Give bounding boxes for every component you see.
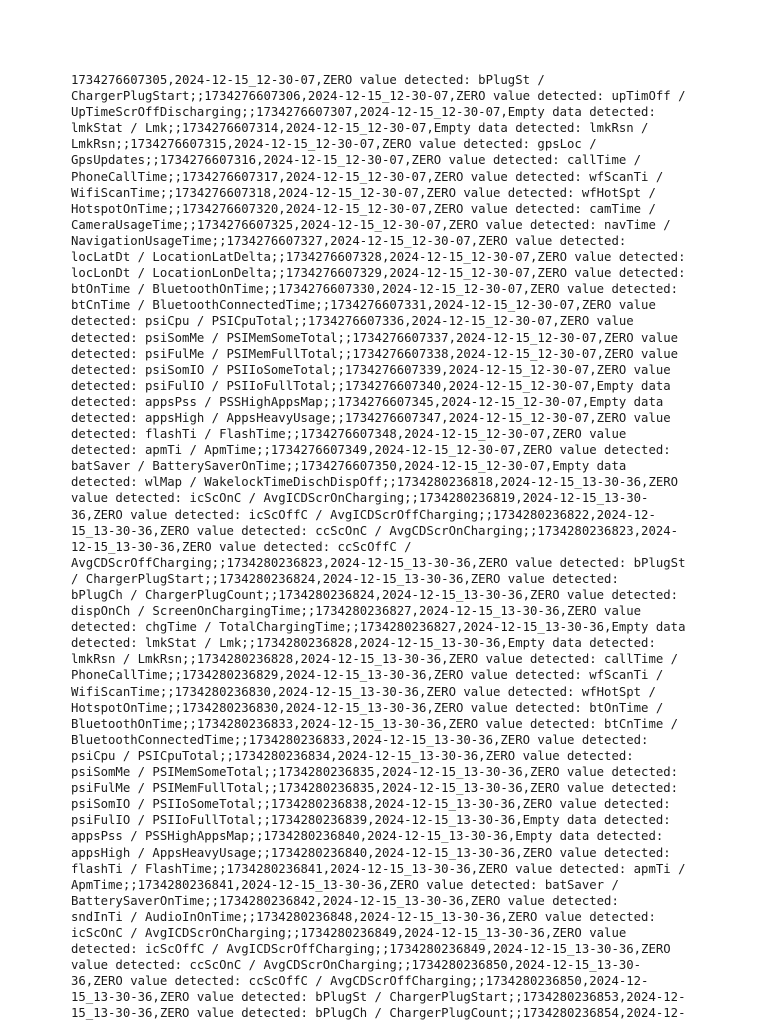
log-line: locLatDt / LocationLatDelta;;1734276607328,2024-12-15_12-30-07,ZERO value detected: — [71, 250, 686, 265]
log-line: detected: psiFulIO / PSIIoFullTotal;;1734276607340,2024-12-15_12-30-07,Empty data — [71, 378, 671, 393]
log-line: GpsUpdates;;1734276607316,2024-12-15_12-30-07,ZERO value detected: callTime / — [71, 153, 642, 168]
log-line: psiFulIO / PSIIoFullTotal;;1734280236839,2024-12-15_13-30-36,Empty data detected: — [71, 813, 671, 828]
log-line: / ChargerPlugStart;;1734280236824,2024-12-15_13-30-36,ZERO value detected: — [71, 571, 619, 586]
log-line: ChargerPlugStart;;1734276607306,2024-12-15_12-30-07,ZERO value detected: upTimOff / — [71, 89, 686, 104]
log-line: 36,ZERO value detected: icScOffC / AvgICDScrOffCharging;;1734280236822,2024-12- — [71, 507, 656, 522]
log-line: ApmTime;;1734280236841,2024-12-15_13-30-36,ZERO value detected: batSaver / — [71, 877, 619, 892]
log-line: PhoneCallTime;;1734280236829,2024-12-15_13-30-36,ZERO value detected: wfScanTi / — [71, 668, 664, 683]
log-line: value detected: ccScOnC / AvgCDScrOnCharging;;1734280236850,2024-12-15_13-30- — [71, 958, 642, 973]
log-line: 15_13-30-36,ZERO value detected: bPlugSt / ChargerPlugStart;;1734280236853,2024-12- — [71, 990, 686, 1005]
log-line: appsPss / PSSHighAppsMap;;1734280236840,2024-12-15_13-30-36,Empty data detected: — [71, 829, 664, 844]
log-line: detected: psiFulMe / PSIMemFullTotal;;1734276607338,2024-12-15_12-30-07,ZERO value — [71, 346, 679, 361]
log-text-block — [71, 72, 701, 1022]
log-line: btOnTime / BluetoothOnTime;;1734276607330,2024-12-15_12-30-07,ZERO value detected: — [71, 282, 679, 297]
log-line: detected: psiSomIO / PSIIoSomeTotal;;1734276607339,2024-12-15_12-30-07,ZERO value — [71, 362, 671, 377]
log-line: WifiScanTime;;1734276607318,2024-12-15_12-30-07,ZERO value detected: wfHotSpt / — [71, 185, 656, 200]
log-line: AvgCDScrOffCharging;;1734280236823,2024-12-15_13-30-36,ZERO value detected: bPlugSt — [71, 555, 686, 570]
log-line: CameraUsageTime;;1734276607325,2024-12-15_12-30-07,ZERO value detected: navTime / — [71, 217, 671, 232]
log-line: icScOnC / AvgICDScrOnCharging;;1734280236849,2024-12-15_13-30-36,ZERO value — [71, 925, 627, 940]
log-line: BluetoothConnectedTime;;1734280236833,2024-12-15_13-30-36,ZERO value detected: — [71, 732, 649, 747]
log-line: psiCpu / PSICpuTotal;;1734280236834,2024-12-15_13-30-36,ZERO value detected: — [71, 748, 634, 763]
log-line: psiFulMe / PSIMemFullTotal;;1734280236835,2024-12-15_13-30-36,ZERO value detected: — [71, 781, 679, 796]
log-line: detected: apmTi / ApmTime;;1734276607349,2024-12-15_12-30-07,ZERO value detected: — [71, 443, 671, 458]
log-line: HotspotOnTime;;1734280236830,2024-12-15_13-30-36,ZERO value detected: btOnTime / — [71, 700, 664, 715]
log-line: 36,ZERO value detected: ccScOffC / AvgCDScrOffCharging;;1734280236850,2024-12- — [71, 974, 649, 989]
log-line: detected: chgTime / TotalChargingTime;;1734280236827,2024-12-15_13-30-36,Empty data — [71, 620, 686, 635]
log-line: 15_13-30-36,ZERO value detected: bPlugCh / ChargerPlugCount;;1734280236854,2024-12- — [71, 1006, 686, 1021]
log-line: btCnTime / BluetoothConnectedTime;;1734276607331,2024-12-15_12-30-07,ZERO value — [71, 298, 656, 313]
log-line: lmkStat / Lmk;;1734276607314,2024-12-15_12-30-07,Empty data detected: lmkRsn / — [71, 121, 649, 136]
log-line: BluetoothOnTime;;1734280236833,2024-12-15_13-30-36,ZERO value detected: btCnTime / — [71, 716, 679, 731]
log-line: 12-15_13-30-36,ZERO value detected: ccScOffC / — [71, 539, 412, 554]
log-line: LmkRsn;;1734276607315,2024-12-15_12-30-07,ZERO value detected: gpsLoc / — [71, 137, 597, 152]
log-line: WifiScanTime;;1734280236830,2024-12-15_13-30-36,ZERO value detected: wfHotSpt / — [71, 684, 656, 699]
log-line: detected: appsHigh / AppsHeavyUsage;;1734276607347,2024-12-15_12-30-07,ZERO value — [71, 410, 671, 425]
log-line: detected: lmkStat / Lmk;;1734280236828,2024-12-15_13-30-36,Empty data detected: — [71, 636, 656, 651]
log-line: detected: psiCpu / PSICpuTotal;;1734276607336,2024-12-15_12-30-07,ZERO value — [71, 314, 634, 329]
log-line: psiSomMe / PSIMemSomeTotal;;1734280236835,2024-12-15_13-30-36,ZERO value detected: — [71, 765, 679, 780]
log-line: PhoneCallTime;;1734276607317,2024-12-15_12-30-07,ZERO value detected: wfScanTi / — [71, 169, 664, 184]
log-line: UpTimeScrOffDischarging;;1734276607307,2024-12-15_12-30-07,Empty data detected: — [71, 105, 656, 120]
log-line: 1734276607305,2024-12-15_12-30-07,ZERO value detected: bPlugSt / — [71, 73, 545, 87]
log-line: psiSomIO / PSIIoSomeTotal;;1734280236838,2024-12-15_13-30-36,ZERO value detected: — [71, 797, 671, 812]
log-line: sndInTi / AudioInOnTime;;1734280236848,2024-12-15_13-30-36,ZERO value detected: — [71, 909, 656, 924]
log-line: lmkRsn / LmkRsn;;1734280236828,2024-12-15_13-30-36,ZERO value detected: callTime / — [71, 652, 679, 667]
log-line: HotspotOnTime;;1734276607320,2024-12-15_12-30-07,ZERO value detected: camTime / — [71, 201, 656, 216]
log-line: NavigationUsageTime;;1734276607327,2024-12-15_12-30-07,ZERO value detected: — [71, 233, 627, 248]
log-line: dispOnCh / ScreenOnChargingTime;;1734280236827,2024-12-15_13-30-36,ZERO value — [71, 604, 642, 619]
log-line: detected: wlMap / WakelockTimeDischDispOff;;1734280236818,2024-12-15_13-30-36,ZERO — [71, 475, 679, 490]
log-line: detected: appsPss / PSSHighAppsMap;;1734276607345,2024-12-15_12-30-07,Empty data — [71, 394, 664, 409]
log-line: BatterySaverOnTime;;1734280236842,2024-12-15_13-30-36,ZERO value detected: — [71, 893, 619, 908]
log-line: detected: icScOffC / AvgICDScrOffCharging;;1734280236849,2024-12-15_13-30-36,ZERO — [71, 942, 671, 957]
log-line: detected: flashTi / FlashTime;;1734276607348,2024-12-15_12-30-07,ZERO value — [71, 427, 627, 442]
log-line: detected: psiSomMe / PSIMemSomeTotal;;1734276607337,2024-12-15_12-30-07,ZERO value — [71, 330, 679, 345]
log-line: value detected: icScOnC / AvgICDScrOnCharging;;1734280236819,2024-12-15_13-30- — [71, 491, 649, 506]
log-line: bPlugCh / ChargerPlugCount;;1734280236824,2024-12-15_13-30-36,ZERO value detected: — [71, 588, 679, 602]
log-line: 15_13-30-36,ZERO value detected: ccScOnC / AvgCDScrOnCharging;;1734280236823,2024- — [71, 523, 679, 538]
log-line: locLonDt / LocationLonDelta;;1734276607329,2024-12-15_12-30-07,ZERO value detected: — [71, 266, 686, 281]
log-line: batSaver / BatterySaverOnTime;;1734276607350,2024-12-15_12-30-07,Empty data — [71, 459, 627, 474]
log-line: flashTi / FlashTime;;1734280236841,2024-12-15_13-30-36,ZERO value detected: apmTi / — [71, 861, 686, 876]
log-line: appsHigh / AppsHeavyUsage;;1734280236840,2024-12-15_13-30-36,ZERO value detected: — [71, 845, 671, 860]
